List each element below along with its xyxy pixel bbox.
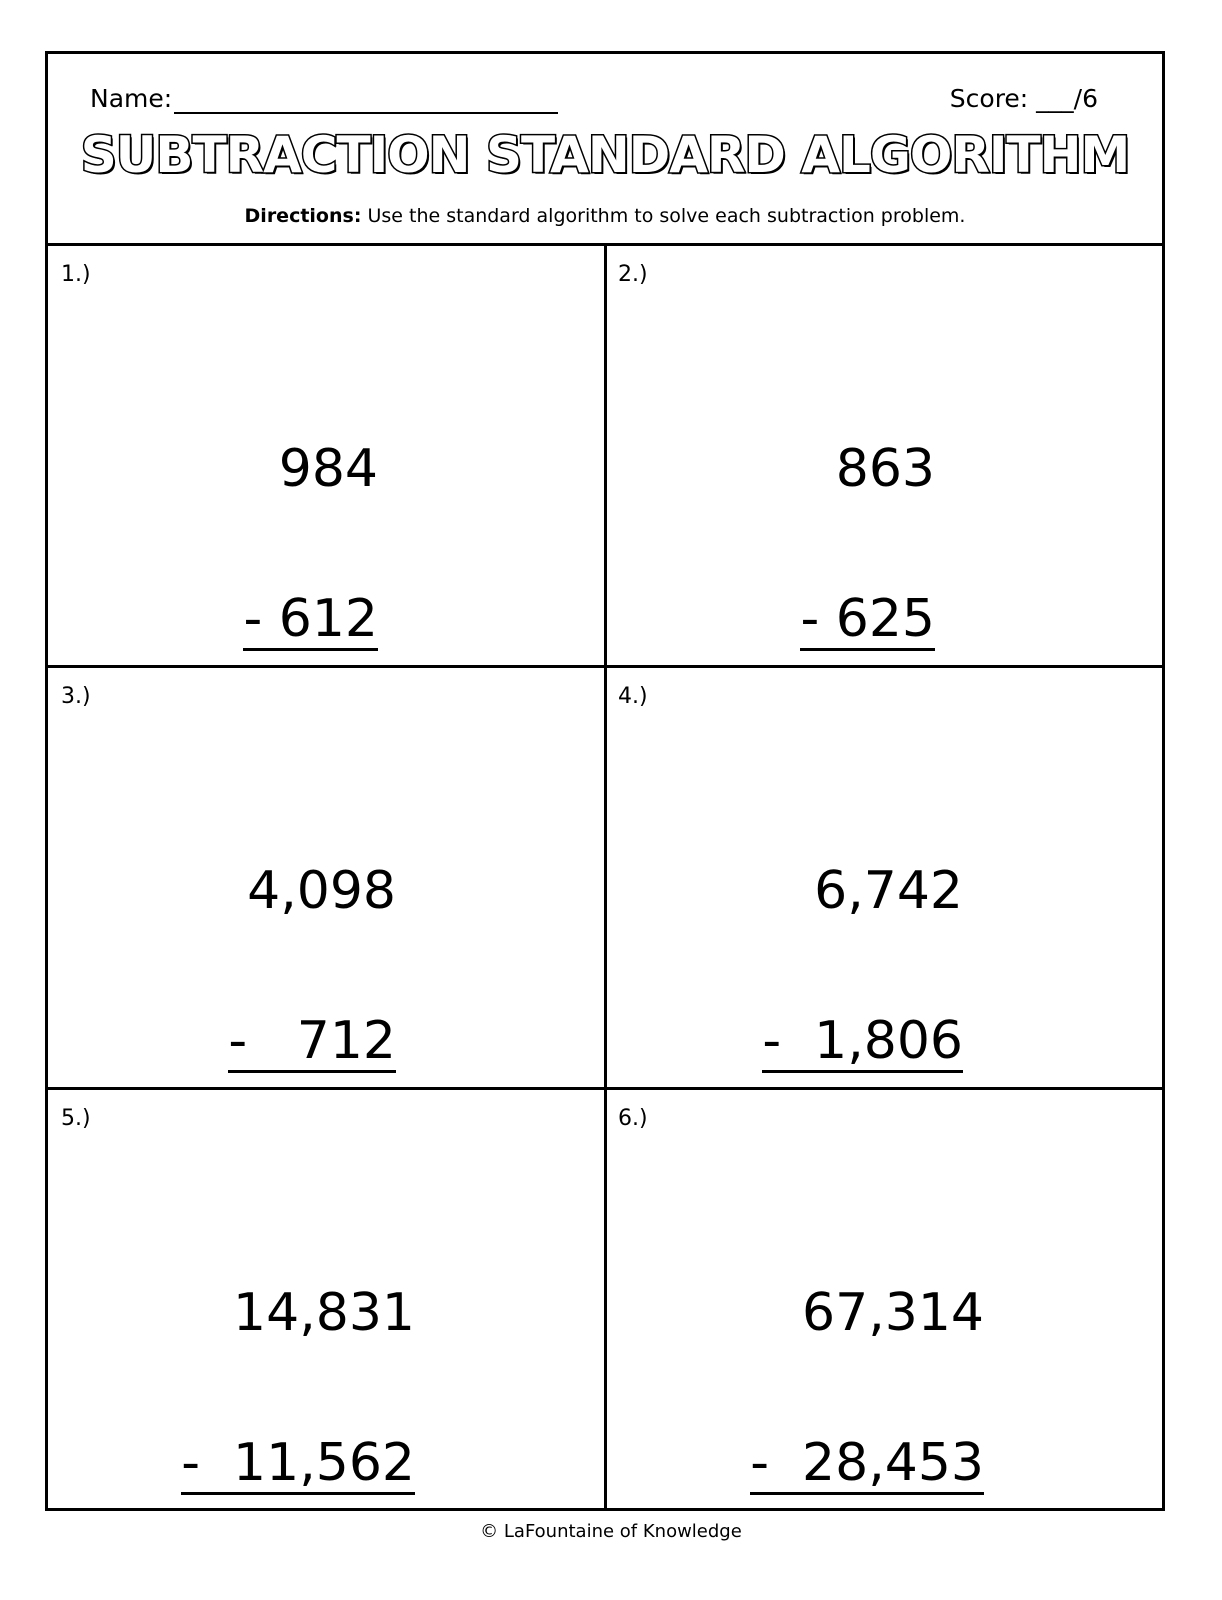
problem-number: 4.) xyxy=(618,684,648,709)
problem-cell-1[interactable] xyxy=(48,246,605,667)
directions-text: Use the standard algorithm to solve each subtraction problem. xyxy=(361,205,966,227)
problem-grid xyxy=(48,243,1162,1508)
minuend: 67,314 xyxy=(802,1283,984,1343)
problem-number: 3.) xyxy=(61,684,91,709)
minuend: 863 xyxy=(835,439,935,499)
score-label: Score: ___/6 xyxy=(949,84,1098,113)
problem-number: 1.) xyxy=(61,262,91,287)
problem-cell-3[interactable] xyxy=(48,668,605,1089)
subtrahend: - 712 xyxy=(228,1011,396,1071)
worksheet xyxy=(45,51,1165,1511)
subtrahend: - 11,562 xyxy=(181,1433,415,1493)
problem-number: 6.) xyxy=(618,1106,648,1131)
worksheet-header xyxy=(48,54,1162,247)
minuend: 6,742 xyxy=(814,861,963,921)
subtrahend: - 28,453 xyxy=(750,1433,984,1493)
directions-label: Directions: xyxy=(244,205,362,227)
problem-number: 5.) xyxy=(61,1106,91,1131)
directions xyxy=(48,205,1162,227)
problem-cell-4[interactable] xyxy=(605,668,1162,1089)
page-title: SUBTRACTION STANDARD ALGORITHM xyxy=(80,126,1130,184)
name-line[interactable] xyxy=(174,112,558,114)
minuend: 984 xyxy=(278,439,378,499)
minuend: 14,831 xyxy=(233,1283,415,1343)
subtrahend: - 1,806 xyxy=(762,1011,963,1071)
problem-number: 2.) xyxy=(618,262,648,287)
subtrahend: - 625 xyxy=(800,589,935,649)
subtrahend: - 612 xyxy=(243,589,378,649)
problem-cell-5[interactable] xyxy=(48,1090,605,1511)
problem-cell-6[interactable] xyxy=(605,1090,1162,1511)
name-label: Name: xyxy=(90,84,173,113)
minuend: 4,098 xyxy=(247,861,396,921)
copyright-footer: © LaFountaine of Knowledge xyxy=(480,1521,742,1542)
problem-cell-2[interactable] xyxy=(605,246,1162,667)
